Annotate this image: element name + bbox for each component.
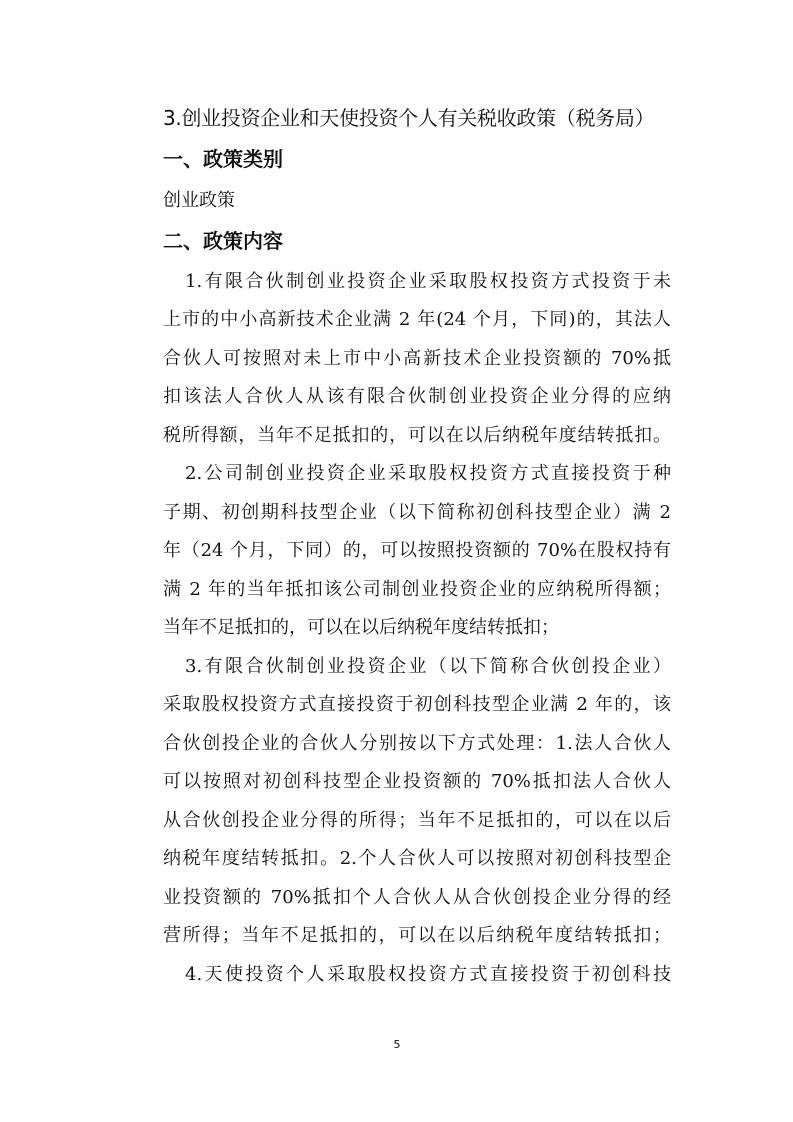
paragraph-line: 可以按照对初创科技型企业投资额的 70%抵扣法人合伙人 — [163, 771, 671, 792]
policy-category-text: 创业政策 — [163, 190, 235, 211]
paragraph-line: 1.有限合伙制创业投资企业采取股权投资方式投资于未 — [185, 271, 671, 292]
paragraph-line: 扣该法人合伙人从该有限合伙制创业投资企业分得的应纳 — [163, 386, 671, 407]
paragraph-line: 税所得额，当年不足抵扣的，可以在以后纳税年度结转抵扣。 — [163, 425, 671, 446]
page-number: 5 — [393, 1038, 401, 1051]
paragraph-line: 业投资额的 70%抵扣个人合伙人从合伙创投企业分得的经 — [163, 887, 671, 908]
paragraph-line: 上市的中小高新技术企业满 2 年(24 个月，下同)的，其法人 — [163, 309, 671, 330]
paragraph-line: 纳税年度结转抵扣。2.个人合伙人可以按照对初创科技型企 — [163, 848, 671, 869]
paragraph-line: 从合伙创投企业分得的所得；当年不足抵扣的，可以在以后 — [163, 810, 671, 831]
paragraph-line: 合伙创投企业的合伙人分别按以下方式处理：1.法人合伙人 — [163, 733, 671, 754]
paragraph-line: 4.天使投资个人采取股权投资方式直接投资于初创科技 — [185, 964, 671, 985]
paragraph-line: 2.公司制创业投资企业采取股权投资方式直接投资于种 — [185, 463, 671, 484]
paragraph-line: 当年不足抵扣的，可以在以后纳税年度结转抵扣； — [163, 617, 559, 638]
page-title: 3.创业投资企业和天使投资个人有关税收政策（税务局） — [163, 106, 655, 130]
paragraph-line: 合伙人可按照对未上市中小高新技术企业投资额的 70%抵 — [163, 348, 671, 369]
paragraph-line: 营所得；当年不足抵扣的，可以在以后纳税年度结转抵扣； — [163, 925, 671, 946]
paragraph-line: 3.有限合伙制创业投资企业（以下简称合伙创投企业） — [185, 656, 671, 677]
paragraph-line: 年（24 个月，下同）的，可以按照投资额的 70%在股权持有 — [163, 540, 671, 561]
paragraph-line: 满 2 年的当年抵扣该公司制创业投资企业的应纳税所得额； — [163, 579, 671, 600]
paragraph-line: 子期、初创期科技型企业（以下简称初创科技型企业）满 2 — [163, 502, 671, 523]
section-heading-policy-content: 二、政策内容 — [163, 229, 283, 253]
section-heading-policy-category: 一、政策类别 — [163, 147, 283, 171]
paragraph-line: 采取股权投资方式直接投资于初创科技型企业满 2 年的，该 — [163, 694, 671, 715]
